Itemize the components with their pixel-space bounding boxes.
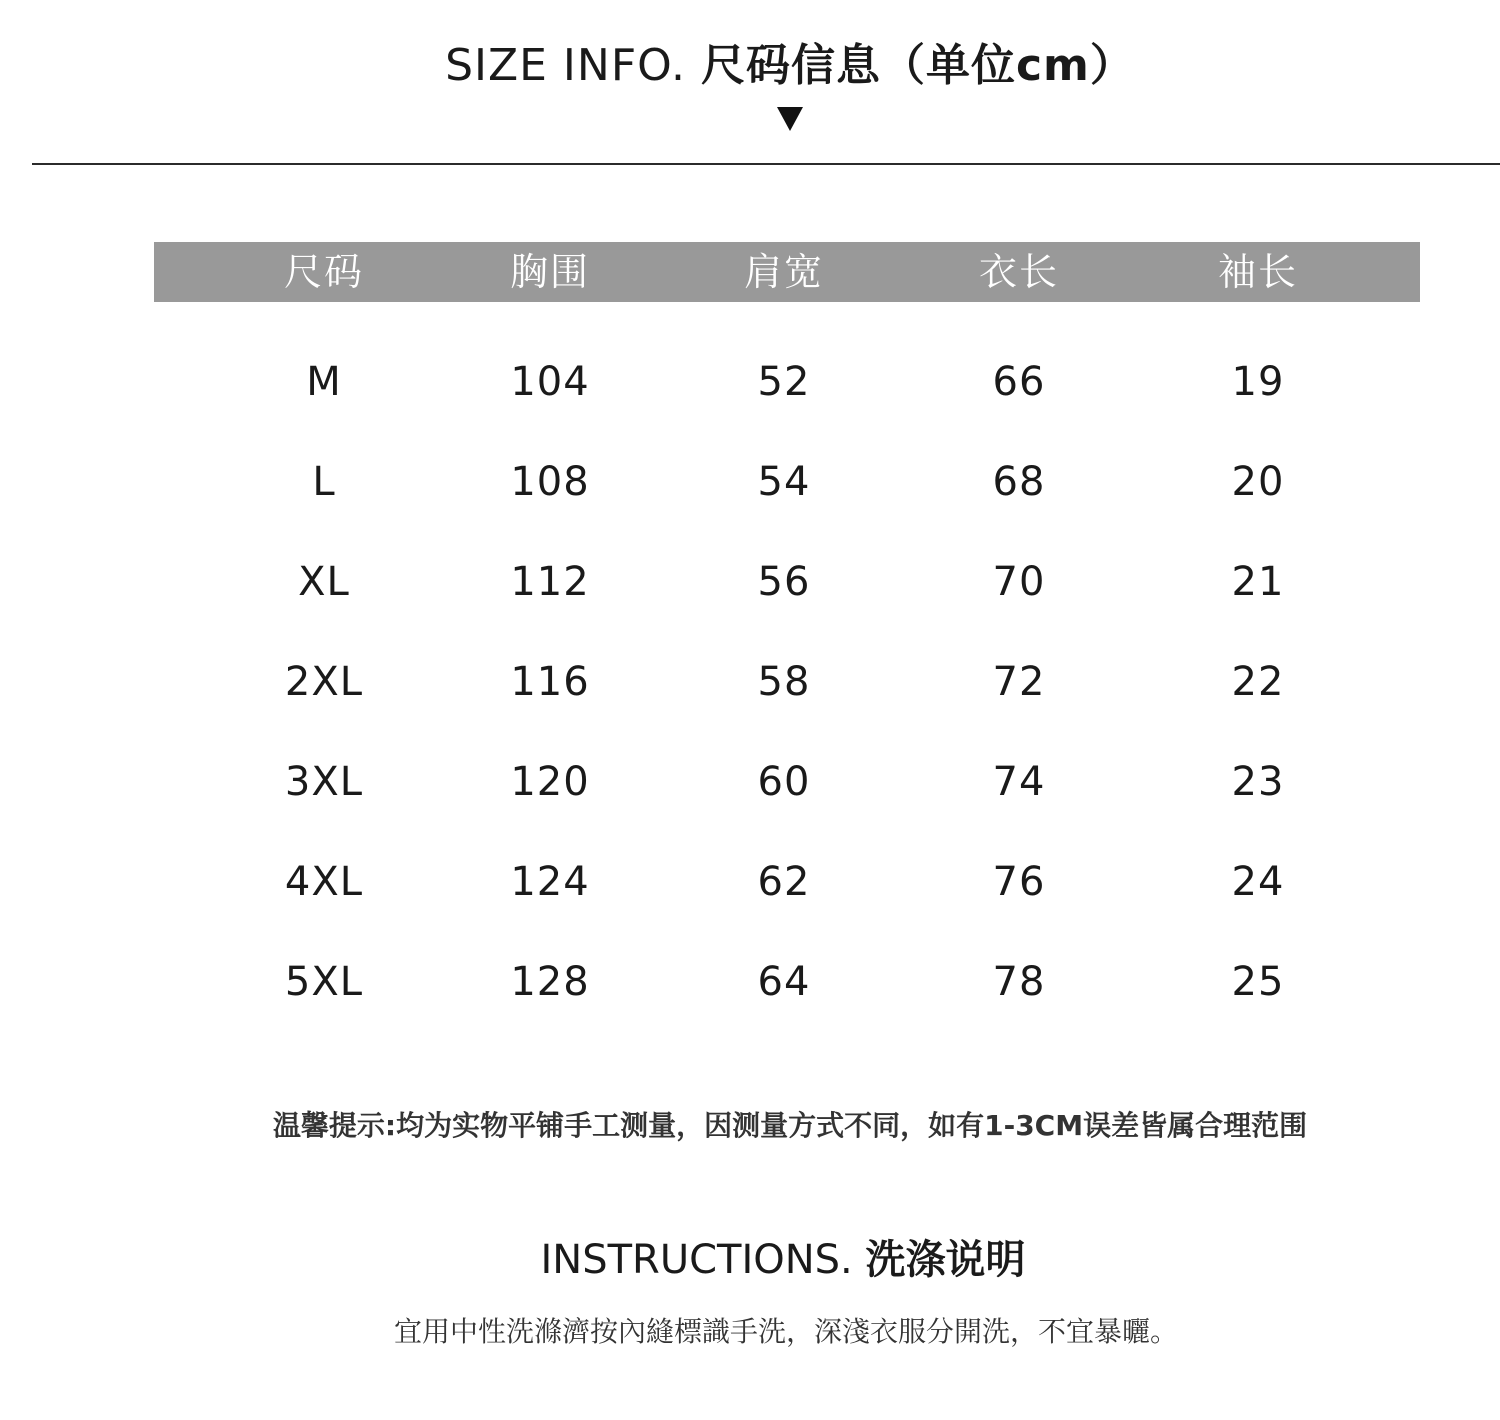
cell-length: 78 [992, 959, 1046, 1005]
cell-length: 72 [992, 659, 1046, 705]
cell-chest: 128 [510, 959, 590, 1005]
cell-size: 2XL [284, 659, 364, 705]
instructions-title-latin: INSTRUCTIONS. [540, 1237, 853, 1283]
cell-size: 5XL [284, 959, 364, 1005]
cell-size: 3XL [284, 759, 364, 805]
cell-sleeve: 20 [1231, 459, 1285, 505]
instructions-title [0, 1232, 1500, 1288]
cell-shoulder: 52 [757, 359, 811, 405]
title-latin: SIZE INFO. [445, 40, 686, 91]
cell-sleeve: 21 [1231, 559, 1285, 605]
table-row [154, 432, 1420, 532]
cell-chest: 108 [510, 459, 590, 505]
page-title [0, 36, 1500, 96]
cell-sleeve: 19 [1231, 359, 1285, 405]
header-shoulder: 肩宽 [743, 250, 824, 294]
down-triangle-icon [777, 107, 803, 131]
size-table [154, 242, 1420, 1032]
header-length: 衣长 [978, 250, 1059, 294]
table-row [154, 832, 1420, 932]
cell-chest: 116 [510, 659, 590, 705]
table-row [154, 532, 1420, 632]
cell-length: 70 [992, 559, 1046, 605]
table-row [154, 332, 1420, 432]
cell-chest: 112 [510, 559, 590, 605]
cell-sleeve: 24 [1231, 859, 1285, 905]
cell-shoulder: 56 [757, 559, 811, 605]
table-header [154, 242, 1420, 302]
cell-chest: 120 [510, 759, 590, 805]
cell-length: 66 [992, 359, 1046, 405]
cell-sleeve: 25 [1231, 959, 1285, 1005]
cell-sleeve: 22 [1231, 659, 1285, 705]
divider [32, 163, 1500, 165]
header-sleeve: 袖长 [1217, 250, 1298, 294]
instructions-title-cjk: 洗涤说明 [865, 1237, 1026, 1283]
table-row [154, 732, 1420, 832]
table-row [154, 632, 1420, 732]
header-chest: 胸围 [509, 250, 590, 294]
cell-chest: 104 [510, 359, 590, 405]
cell-sleeve: 23 [1231, 759, 1285, 805]
cell-size: L [312, 459, 336, 505]
table-body [154, 332, 1420, 1032]
cell-chest: 124 [510, 859, 590, 905]
cell-length: 68 [992, 459, 1046, 505]
table-row [154, 932, 1420, 1032]
cell-length: 76 [992, 859, 1046, 905]
header-size: 尺码 [283, 250, 364, 294]
title-cjk: 尺码信息（单位cm） [700, 40, 1135, 91]
measurement-tip: 温馨提示:均为实物平铺手工测量，因测量方式不同，如有1-3CM误差皆属合理范围 [272, 1109, 1308, 1142]
cell-size: XL [298, 559, 350, 605]
cell-shoulder: 58 [757, 659, 811, 705]
cell-size: M [306, 359, 342, 405]
cell-size: 4XL [284, 859, 364, 905]
instructions-text: 宜用中性洗滌濟按內縫標識手洗，深淺衣服分開洗，不宜暴曬。 [393, 1315, 1178, 1348]
cell-shoulder: 54 [757, 459, 811, 505]
cell-shoulder: 60 [757, 759, 811, 805]
cell-shoulder: 62 [757, 859, 811, 905]
cell-length: 74 [992, 759, 1046, 805]
cell-shoulder: 64 [757, 959, 811, 1005]
